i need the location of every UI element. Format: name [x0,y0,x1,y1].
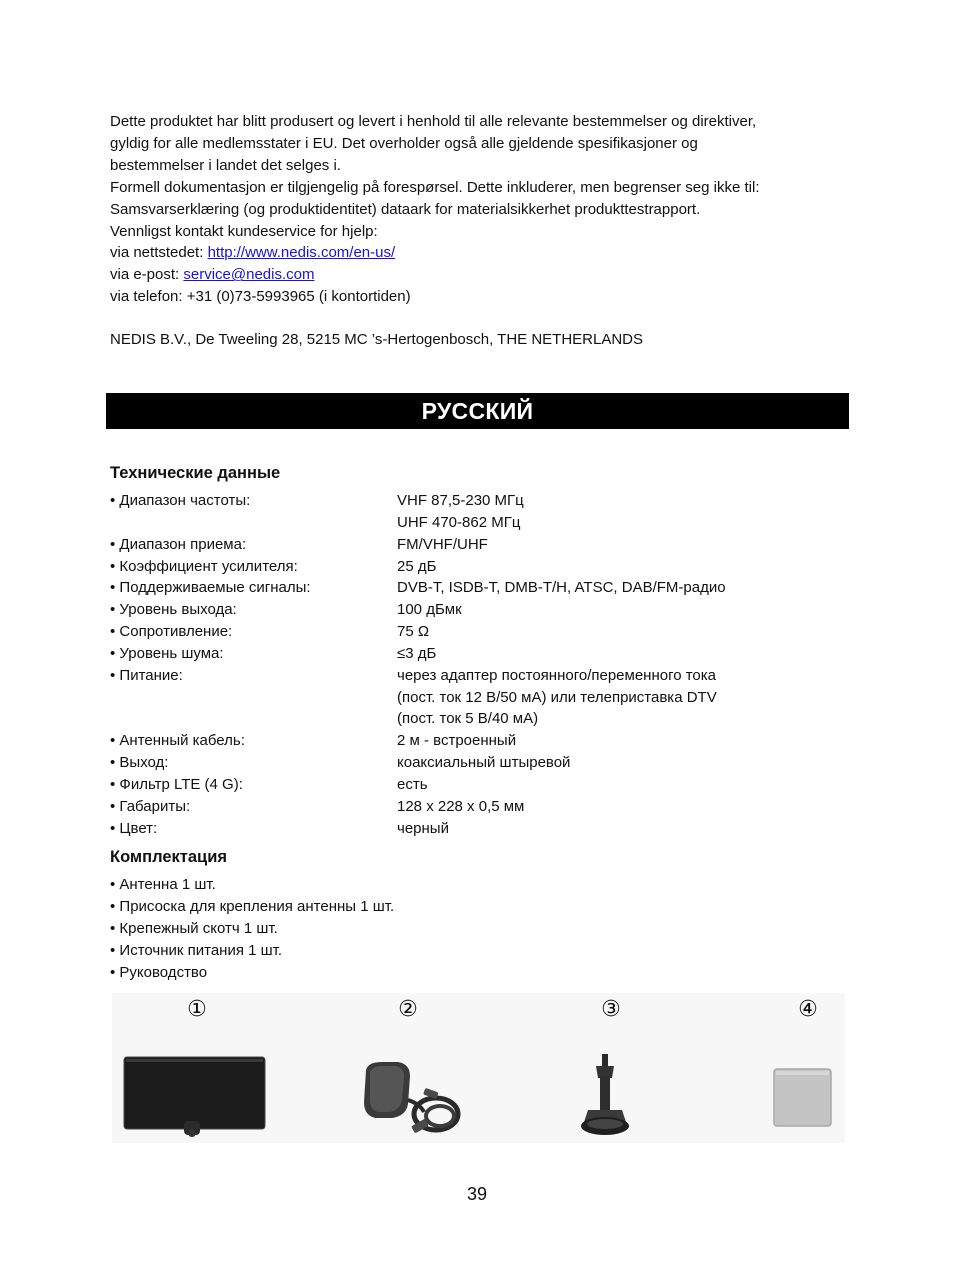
package-list [110,874,394,984]
page-number: 39 [466,1184,488,1204]
spec-row [110,774,830,796]
spec-row [110,599,830,621]
spec-row [110,665,830,731]
spec-value-line: (пост. ток 12 В/50 мА) или телеприставка DTV [397,688,717,706]
adhesive-tape-icon [772,1067,834,1129]
spec-row [110,621,830,643]
intro-line: Samsvarserklæring (og produktidentitet) dataark for materialsikkerhet produkttestrapport. [110,200,701,218]
specs-table [110,490,830,840]
specs-heading: Технические данные [110,464,281,482]
spec-value [397,730,830,752]
spec-row [110,796,830,818]
spec-label: • Сопротивление: [110,623,233,641]
spec-row [110,818,830,840]
package-item: • Руководство [110,963,208,981]
spec-label: • Диапазон приема: [110,535,247,553]
figure-number-3: ③ [601,996,621,1021]
spec-row [110,490,830,534]
spec-label: • Выход: [110,754,169,772]
spec-row [110,730,830,752]
flat-antenna-icon [122,1055,268,1139]
spec-value [397,534,830,556]
package-item: • Присоска для крепления антенны 1 шт. [110,897,395,915]
spec-value-line: 25 дБ [397,557,437,575]
company-address: NEDIS B.V., De Tweeling 28, 5215 MC ’s-Hertogenbosch, THE NETHERLANDS [110,331,644,348]
spec-value-line: коаксиальный штыревой [397,754,571,772]
spec-value-line: UHF 470-862 МГц [397,513,521,531]
spec-label: • Питание: [110,666,183,684]
email-prefix: via e-post: [110,266,184,284]
spec-value [397,752,830,774]
figure-number-1: ① [187,996,207,1021]
intro-line: bestemmelser i landet det selges i. [110,156,341,174]
spec-value-line: 128 x 228 x 0,5 мм [397,797,525,815]
spec-row [110,556,830,578]
phone-line: via telefon: +31 (0)73-5993965 (i kontortiden) [110,288,411,306]
spec-value [397,643,830,665]
spec-value [397,796,830,818]
spec-label: • Уровень шума: [110,644,224,662]
spec-value [397,665,830,731]
language-banner: РУССКИЙ [106,393,849,429]
spec-value [397,818,830,840]
spec-value-line: 2 м - встроенный [397,732,517,750]
spec-value-line: есть [397,775,428,793]
intro-line: Vennligst kontakt kundeservice for hjelp: [110,222,378,240]
spec-label: • Габариты: [110,797,191,815]
spec-value-line: черный [397,819,449,837]
package-item: • Источник питания 1 шт. [110,941,283,959]
spec-value-line: ≤3 дБ [397,644,437,662]
spec-label: • Цвет: [110,819,158,837]
spec-value [397,577,830,599]
spec-value [397,490,830,534]
website-line [110,242,850,264]
spec-value-line: (пост. ток 5 В/40 мА) [397,710,539,728]
power-adapter-icon [358,1060,464,1138]
spec-label: • Коэффициент усилителя: [110,557,298,575]
spec-row [110,752,830,774]
email-link[interactable]: service@nedis.com [183,266,315,284]
intro-line: gyldig for alle medlemsstater i EU. Det overholder også alle gjeldende spesifikasjoner og [110,134,698,152]
package-heading: Комплектация [110,848,227,866]
suction-mount-icon [578,1052,642,1140]
spec-label: • Фильтр LTE (4 G): [110,775,243,793]
spec-value [397,556,830,578]
spec-row [110,577,830,599]
website-link[interactable]: http://www.nedis.com/en-us/ [207,244,396,262]
figure-number-2: ② [398,996,418,1021]
package-item: • Крепежный скотч 1 шт. [110,919,278,937]
spec-value [397,599,830,621]
spec-label: • Поддерживаемые сигналы: [110,579,311,597]
spec-label: • Уровень выхода: [110,601,237,619]
intro-text [110,111,850,308]
spec-value [397,774,830,796]
figure-number-4: ④ [798,996,818,1021]
package-item: • Антенна 1 шт. [110,876,216,893]
spec-value-line: FM/VHF/UHF [397,535,488,553]
spec-row [110,534,830,556]
spec-value [397,621,830,643]
spec-value-line: через адаптер постоянного/переменного тока [397,666,717,684]
spec-row [110,643,830,665]
spec-value-line: 100 дБмк [397,601,462,619]
spec-value-line: VHF 87,5-230 МГц [397,492,524,509]
intro-line: Formell dokumentasjon er tilgjengelig på forespørsel. Dette inkluderer, men begrenser seg ikke til: [110,178,760,196]
spec-label: • Диапазон частоты: [110,492,251,509]
spec-value-line: DVB-T, ISDB-T, DMB-T/H, ATSC, DAB/FM-радио [397,579,726,597]
spec-value-line: 75 Ω [397,623,430,641]
email-line [110,264,850,286]
spec-label: • Антенный кабель: [110,732,245,750]
intro-line: Dette produktet har blitt produsert og levert i henhold til alle relevante bestemmelser og direktiver, [110,113,757,130]
website-prefix: via nettstedet: [110,244,208,262]
